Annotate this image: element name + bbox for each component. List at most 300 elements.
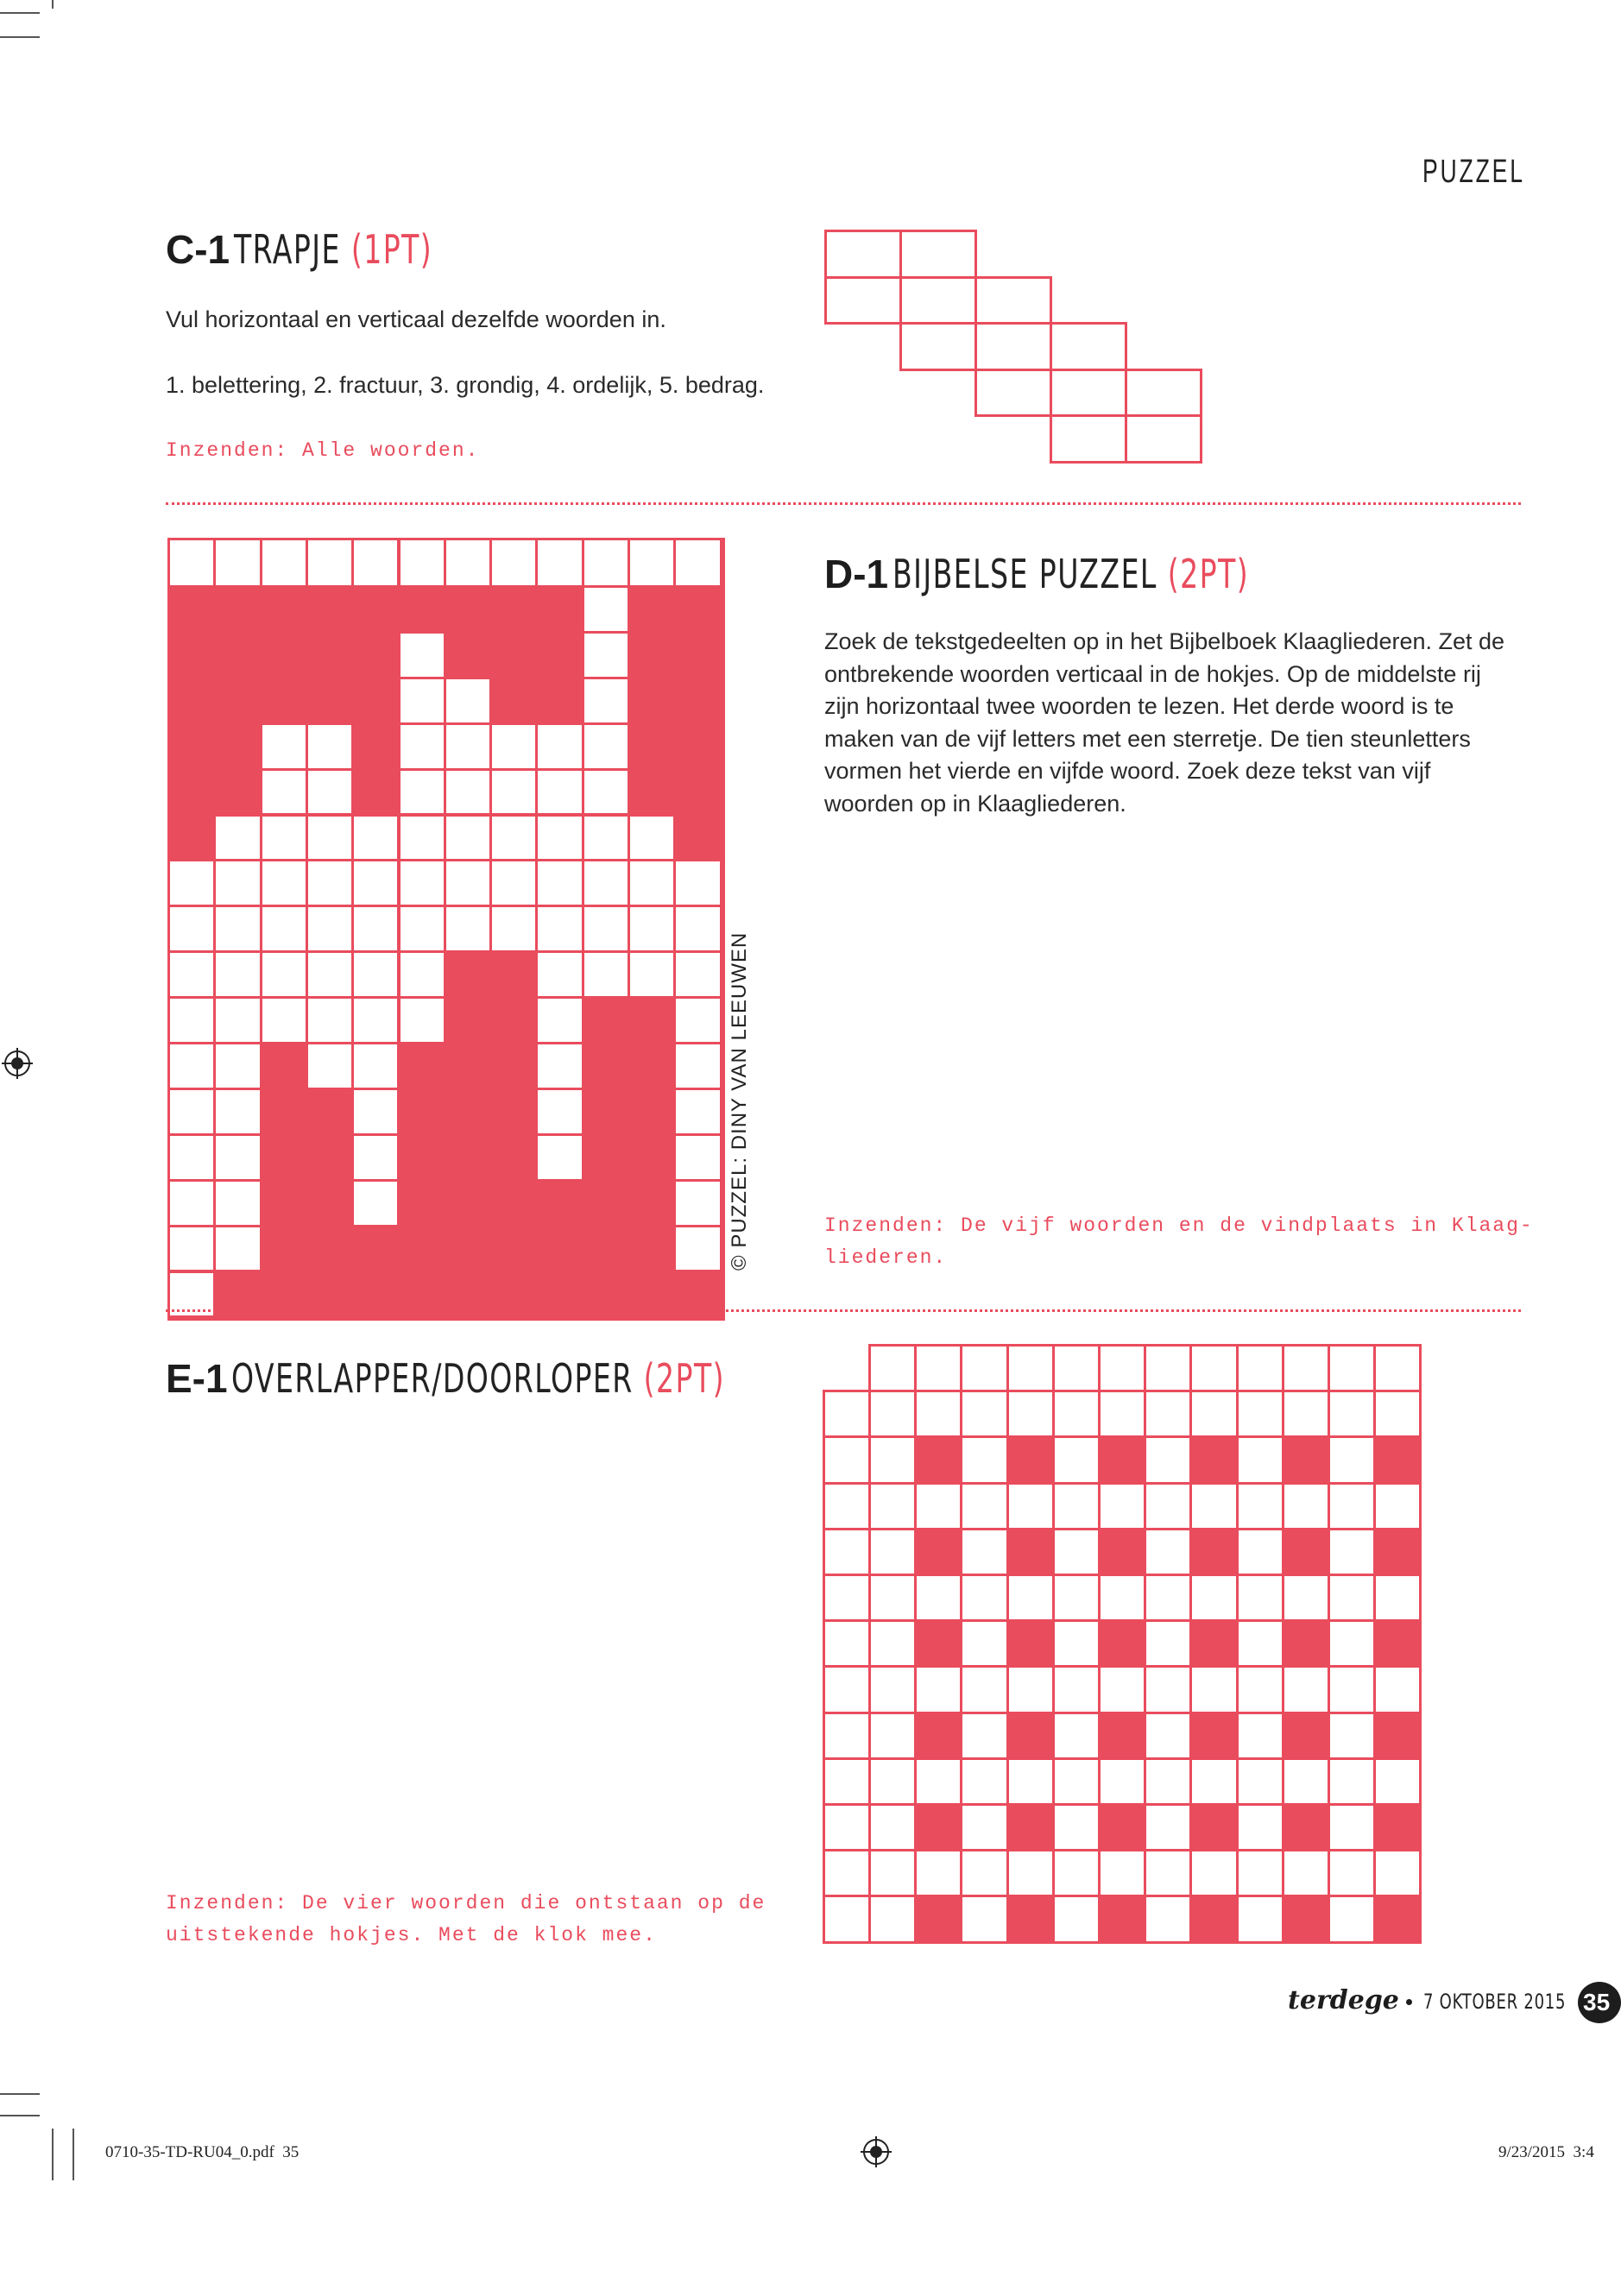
- e1-block-cell: [1373, 1619, 1422, 1668]
- e1-cell: [1236, 1712, 1284, 1760]
- e1-cell: [1328, 1803, 1376, 1851]
- e1-cell: [1006, 1665, 1055, 1713]
- e1-cell: [960, 1757, 1008, 1806]
- c1-submit: Inzenden: Alle woorden.: [166, 439, 480, 462]
- e1-cell: [868, 1803, 917, 1851]
- e1-cell: [868, 1574, 917, 1622]
- e1-top-cell: [1144, 1344, 1192, 1392]
- e1-block-cell: [1098, 1435, 1146, 1484]
- e1-left-cell: [823, 1757, 871, 1806]
- d1-cell: [628, 905, 676, 953]
- e1-block-cell: [1006, 1619, 1055, 1668]
- d1-cell: [167, 996, 216, 1044]
- e1-cell: [1189, 1390, 1238, 1438]
- e1-block-cell: [1282, 1712, 1330, 1760]
- e1-block-cell: [1006, 1528, 1055, 1576]
- e1-cell: [1144, 1712, 1192, 1760]
- d1-cell: [213, 1225, 262, 1273]
- d1-cell: [167, 905, 216, 953]
- e1-cell: [1006, 1482, 1055, 1530]
- crop-mark: [0, 2115, 40, 2116]
- d1-cell: [535, 950, 583, 999]
- d1-cell: [444, 859, 492, 907]
- e1-cell: [1236, 1849, 1284, 1897]
- d1-cell: [489, 722, 538, 771]
- e1-cell: [868, 1435, 917, 1484]
- c1-cell: [899, 322, 977, 371]
- d1-cell: [306, 996, 354, 1044]
- c1-cell: [1125, 414, 1202, 464]
- c1-cell: [1050, 322, 1127, 371]
- e1-block-cell: [1006, 1803, 1055, 1851]
- d1-cell: [398, 631, 446, 679]
- d1-cell: [535, 814, 583, 862]
- d1-cell: [167, 1133, 216, 1182]
- e1-left-cell: [823, 1528, 871, 1576]
- e1-left-cell: [823, 1482, 871, 1530]
- d1-header-cell: [398, 538, 446, 588]
- e1-cell: [1189, 1665, 1238, 1713]
- d1-cell: [444, 722, 492, 771]
- e1-cell: [1189, 1757, 1238, 1806]
- d1-cell: [628, 950, 676, 999]
- d1-cell: [306, 814, 354, 862]
- c1-cell: [899, 276, 977, 325]
- divider: [166, 502, 1521, 505]
- e1-block-cell: [914, 1435, 962, 1484]
- e1-title-text: OVERLAPPER/DOORLOPER: [231, 1355, 634, 1402]
- e1-points: (2PT): [643, 1355, 726, 1402]
- e1-block-cell: [1006, 1435, 1055, 1484]
- crop-mark: [0, 36, 40, 38]
- e1-cell: [1282, 1390, 1330, 1438]
- d1-cell: [673, 996, 722, 1044]
- e1-cell: [1373, 1757, 1422, 1806]
- e1-left-cell: [823, 1435, 871, 1484]
- e1-left-cell: [823, 1574, 871, 1622]
- d1-cell: [673, 1179, 722, 1227]
- e1-block-cell: [1098, 1528, 1146, 1576]
- d1-header-cell: [260, 538, 308, 588]
- d1-cell: [260, 905, 308, 953]
- e1-cell: [1189, 1574, 1238, 1622]
- d1-cell: [351, 905, 400, 953]
- e1-cell: [1052, 1665, 1101, 1713]
- e1-cell: [960, 1390, 1008, 1438]
- d1-cell: [582, 631, 630, 679]
- e1-block-cell: [1189, 1895, 1238, 1943]
- e1-block-cell: [1098, 1895, 1146, 1943]
- e1-cell: [1144, 1803, 1192, 1851]
- e1-cell: [1144, 1528, 1192, 1576]
- e1-left-cell: [823, 1390, 871, 1438]
- c1-code: C-1: [166, 227, 230, 272]
- e1-block-cell: [1006, 1895, 1055, 1943]
- page-number-badge: [1578, 1982, 1621, 2023]
- e1-cell: [1144, 1895, 1192, 1943]
- c1-intro: Vul horizontaal en verticaal dezelfde woorden in.: [166, 306, 666, 332]
- footer-dot: [1406, 1999, 1412, 2005]
- c1-cell: [1125, 369, 1202, 418]
- d1-cell: [213, 996, 262, 1044]
- e1-cell: [1236, 1390, 1284, 1438]
- e1-block-cell: [1373, 1895, 1422, 1943]
- e1-cell: [1328, 1712, 1376, 1760]
- e1-cell: [1144, 1757, 1192, 1806]
- d1-cell: [489, 859, 538, 907]
- d1-cell: [582, 950, 630, 999]
- e1-cell: [1052, 1528, 1101, 1576]
- e1-cell: [1052, 1482, 1101, 1530]
- c1-title-text: TRAPJE: [233, 226, 341, 273]
- d1-submit-2: liederen.: [824, 1246, 948, 1269]
- d1-cell: [582, 814, 630, 862]
- registration-mark-icon: [2, 1048, 33, 1079]
- e1-block-cell: [914, 1619, 962, 1668]
- e1-cell: [960, 1528, 1008, 1576]
- d1-cell: [535, 768, 583, 817]
- e1-cell: [1098, 1849, 1146, 1897]
- d1-cell: [444, 905, 492, 953]
- c1-cell: [824, 230, 902, 279]
- e1-block-cell: [1098, 1712, 1146, 1760]
- e1-cell: [1328, 1390, 1376, 1438]
- d1-header-cell: [628, 538, 676, 588]
- d1-cell: [351, 814, 400, 862]
- e1-cell: [1282, 1574, 1330, 1622]
- c1-cell: [824, 276, 902, 325]
- d1-cell: [535, 1042, 583, 1090]
- e1-top-cell: [1236, 1344, 1284, 1392]
- d1-cell: [673, 1088, 722, 1136]
- e1-cell: [1098, 1390, 1146, 1438]
- d1-cell: [167, 950, 216, 999]
- d1-cell: [398, 722, 446, 771]
- e1-top-cell: [1328, 1344, 1376, 1392]
- e1-cell: [1282, 1757, 1330, 1806]
- d1-cell: [582, 722, 630, 771]
- e1-cell: [1328, 1482, 1376, 1530]
- e1-block-cell: [1189, 1435, 1238, 1484]
- page-number: 35: [1583, 1989, 1611, 2015]
- d1-header-cell: [444, 538, 492, 588]
- d1-cell: [213, 1042, 262, 1090]
- d1-cell: [628, 859, 676, 907]
- d1-cell: [398, 905, 446, 953]
- d1-cell: [213, 859, 262, 907]
- d1-cell: [582, 905, 630, 953]
- e1-left-cell: [823, 1803, 871, 1851]
- e1-cell: [1006, 1757, 1055, 1806]
- e1-cell: [1189, 1849, 1238, 1897]
- d1-cell: [673, 905, 722, 953]
- e1-top-cell: [1373, 1344, 1422, 1392]
- e1-top-cell: [1052, 1344, 1101, 1392]
- e1-cell: [868, 1712, 917, 1760]
- e1-cell: [1144, 1574, 1192, 1622]
- e1-cell: [1282, 1482, 1330, 1530]
- d1-cell: [167, 1179, 216, 1227]
- e1-cell: [1236, 1435, 1284, 1484]
- e1-block-cell: [1006, 1712, 1055, 1760]
- d1-cell: [398, 768, 446, 817]
- e1-block-cell: [1373, 1712, 1422, 1760]
- e1-block-cell: [1189, 1803, 1238, 1851]
- e1-left-cell: [823, 1619, 871, 1668]
- d1-cell: [398, 814, 446, 862]
- d1-cell: [398, 859, 446, 907]
- d1-cell: [351, 1179, 400, 1227]
- e1-cell: [868, 1619, 917, 1668]
- d1-header-cell: [535, 538, 583, 588]
- d1-cell: [213, 905, 262, 953]
- e1-cell: [1052, 1895, 1101, 1943]
- e1-cell: [914, 1757, 962, 1806]
- e1-submit-2: uitstekende hokjes. Met de klok mee.: [166, 1924, 657, 1946]
- e1-cell: [1373, 1574, 1422, 1622]
- d1-header-cell: [213, 538, 262, 588]
- e1-cell: [960, 1435, 1008, 1484]
- e1-cell: [960, 1619, 1008, 1668]
- footer: [1288, 1985, 1613, 2015]
- e1-cell: [960, 1849, 1008, 1897]
- d1-header-cell: [306, 538, 354, 588]
- e1-cell: [1144, 1665, 1192, 1713]
- e1-cell: [1098, 1757, 1146, 1806]
- e1-cell: [1328, 1849, 1376, 1897]
- e1-top-cell: [960, 1344, 1008, 1392]
- e1-cell: [914, 1390, 962, 1438]
- crop-mark: [0, 2093, 40, 2095]
- d1-cell: [535, 905, 583, 953]
- e1-cell: [1052, 1849, 1101, 1897]
- e1-cell: [1373, 1390, 1422, 1438]
- e1-cell: [1006, 1390, 1055, 1438]
- e1-cell: [1052, 1757, 1101, 1806]
- e1-block-cell: [914, 1712, 962, 1760]
- e1-cell: [1006, 1849, 1055, 1897]
- e1-cell: [1144, 1435, 1192, 1484]
- d1-cell: [213, 1179, 262, 1227]
- e1-top-cell: [1006, 1344, 1055, 1392]
- d1-cell: [213, 1088, 262, 1136]
- d1-cell: [673, 1133, 722, 1182]
- e1-cell: [1328, 1574, 1376, 1622]
- d1-cell: [673, 1225, 722, 1273]
- c1-cell: [974, 322, 1052, 371]
- d1-cell: [535, 1088, 583, 1136]
- d1-cell: [260, 768, 308, 817]
- registration-mark-icon: [861, 2136, 892, 2167]
- e1-cell: [1098, 1574, 1146, 1622]
- d1-heading: [824, 551, 1387, 597]
- e1-block-cell: [1098, 1619, 1146, 1668]
- e1-left-cell: [823, 1665, 871, 1713]
- e1-cell: [1098, 1665, 1146, 1713]
- e1-cell: [960, 1712, 1008, 1760]
- d1-header-cell: [673, 538, 722, 588]
- e1-cell: [1052, 1435, 1101, 1484]
- e1-cell: [1328, 1895, 1376, 1943]
- e1-block-cell: [914, 1528, 962, 1576]
- d1-cell: [444, 768, 492, 817]
- d1-title-text: BIJBELSE PUZZEL: [892, 551, 1157, 597]
- d1-cell: [535, 722, 583, 771]
- e1-cell: [1006, 1574, 1055, 1622]
- section-label: PUZZEL: [1422, 154, 1525, 190]
- d1-cell: [351, 859, 400, 907]
- d1-submit-1: Inzenden: De vijf woorden en de vindplaats in Klaag-: [824, 1214, 1534, 1237]
- d1-cell: [628, 814, 676, 862]
- e1-code: E-1: [166, 1356, 228, 1401]
- d1-cell: [398, 950, 446, 999]
- e1-cell: [1373, 1849, 1422, 1897]
- e1-title: [231, 1355, 725, 1402]
- e1-block-cell: [1282, 1803, 1330, 1851]
- e1-cell: [868, 1528, 917, 1576]
- d1-cell: [306, 905, 354, 953]
- e1-cell: [960, 1574, 1008, 1622]
- e1-top-cell: [868, 1344, 917, 1392]
- e1-block-cell: [1373, 1528, 1422, 1576]
- e1-cell: [1052, 1619, 1101, 1668]
- e1-cell: [1236, 1895, 1284, 1943]
- d1-cell: [582, 585, 630, 634]
- e1-heading: [166, 1355, 917, 1402]
- crop-mark: [52, 0, 54, 9]
- e1-block-cell: [1282, 1895, 1330, 1943]
- e1-block-cell: [1373, 1803, 1422, 1851]
- d1-cell: [535, 996, 583, 1044]
- c1-heading: [166, 226, 509, 273]
- e1-cell: [914, 1665, 962, 1713]
- c1-points: (1PT): [350, 226, 432, 273]
- e1-block-cell: [1189, 1712, 1238, 1760]
- e1-block-cell: [914, 1803, 962, 1851]
- e1-cell: [1236, 1619, 1284, 1668]
- d1-header-cell: [167, 538, 216, 588]
- d1-cell: [535, 1133, 583, 1182]
- e1-block-cell: [1189, 1619, 1238, 1668]
- e1-cell: [1282, 1849, 1330, 1897]
- e1-cell: [1328, 1619, 1376, 1668]
- e1-cell: [914, 1482, 962, 1530]
- d1-cell: [351, 950, 400, 999]
- c1-clues: 1. belettering, 2. fractuur, 3. grondig, 4. ordelijk, 5. bedrag.: [166, 372, 765, 398]
- e1-cell: [1052, 1574, 1101, 1622]
- d1-cell: [673, 859, 722, 907]
- d1-header-cell: [582, 538, 630, 588]
- d1-cell: [582, 677, 630, 725]
- d1-cell: [489, 905, 538, 953]
- d1-cell: [213, 950, 262, 999]
- d1-cell: [260, 859, 308, 907]
- e1-left-cell: [823, 1712, 871, 1760]
- print-date: 9/23/2015 3:4: [1498, 2143, 1594, 2161]
- e1-cell: [1236, 1528, 1284, 1576]
- d1-cell: [167, 859, 216, 907]
- e1-cell: [1373, 1482, 1422, 1530]
- e1-cell: [914, 1849, 962, 1897]
- d1-cell: [582, 859, 630, 907]
- e1-cell: [1052, 1390, 1101, 1438]
- d1-cell: [213, 814, 262, 862]
- c1-cell: [899, 230, 977, 279]
- d1-cell: [673, 1042, 722, 1090]
- d1-cell: [489, 814, 538, 862]
- d1-cell: [167, 1042, 216, 1090]
- d1-cell: [213, 1133, 262, 1182]
- d1-credit: © PUZZEL: DINY VAN LEEUWEN: [728, 931, 751, 1271]
- d1-title: [892, 551, 1249, 597]
- e1-cell: [960, 1665, 1008, 1713]
- d1-cell: [535, 859, 583, 907]
- c1-title: [234, 226, 432, 273]
- e1-top-cell: [1282, 1344, 1330, 1392]
- e1-cell: [960, 1482, 1008, 1530]
- e1-block-cell: [914, 1895, 962, 1943]
- e1-cell: [868, 1757, 917, 1806]
- e1-cell: [1236, 1757, 1284, 1806]
- e1-cell: [960, 1803, 1008, 1851]
- e1-block-cell: [1373, 1435, 1422, 1484]
- e1-cell: [1236, 1803, 1284, 1851]
- e1-block-cell: [1098, 1803, 1146, 1851]
- d1-cell: [351, 1088, 400, 1136]
- e1-cell: [868, 1482, 917, 1530]
- d1-cell: [306, 950, 354, 999]
- d1-cell: [673, 950, 722, 999]
- e1-cell: [1144, 1619, 1192, 1668]
- crop-mark: [73, 2129, 74, 2180]
- e1-cell: [1236, 1574, 1284, 1622]
- c1-cell: [974, 369, 1052, 418]
- d1-cell: [351, 1042, 400, 1090]
- e1-cell: [1282, 1665, 1330, 1713]
- e1-cell: [1052, 1712, 1101, 1760]
- e1-cell: [1236, 1482, 1284, 1530]
- crop-mark: [52, 2129, 54, 2180]
- e1-cell: [1144, 1849, 1192, 1897]
- d1-cell: [260, 814, 308, 862]
- e1-block-cell: [1282, 1528, 1330, 1576]
- d1-points: (2PT): [1167, 551, 1249, 597]
- e1-cell: [868, 1665, 917, 1713]
- c1-cell: [974, 276, 1052, 325]
- d1-cell: [260, 996, 308, 1044]
- e1-block-cell: [1282, 1435, 1330, 1484]
- e1-cell: [868, 1849, 917, 1897]
- e1-block-cell: [1189, 1528, 1238, 1576]
- e1-cell: [1328, 1757, 1376, 1806]
- e1-cell: [1373, 1665, 1422, 1713]
- e1-cell: [960, 1895, 1008, 1943]
- e1-left-cell: [823, 1849, 871, 1897]
- d1-cell: [306, 1042, 354, 1090]
- e1-block-cell: [1282, 1619, 1330, 1668]
- d1-cell: [306, 722, 354, 771]
- d1-cell: [167, 1088, 216, 1136]
- e1-top-cell: [1189, 1344, 1238, 1392]
- e1-cell: [1052, 1803, 1101, 1851]
- d1-cell: [398, 996, 446, 1044]
- d1-cell: [444, 677, 492, 725]
- d1-intro: Zoek de tekstgedeelten op in het Bijbelboek Klaagliederen. Zet de ontbrekende woorden verticaal in de hokjes. Op de middelste rij zijn horizontaal twee woorden te lezen. Het derde woord is te maken van de vijf letters met een sterretje. De tien steunletters vormen het vierde en vijfde woord. Zoek deze tekst van vijf woorden op in Klaagliederen.: [824, 628, 1505, 817]
- d1-cell: [398, 677, 446, 725]
- e1-cell: [1144, 1482, 1192, 1530]
- footer-brand: terdege: [1288, 1985, 1399, 2015]
- e1-cell: [1328, 1435, 1376, 1484]
